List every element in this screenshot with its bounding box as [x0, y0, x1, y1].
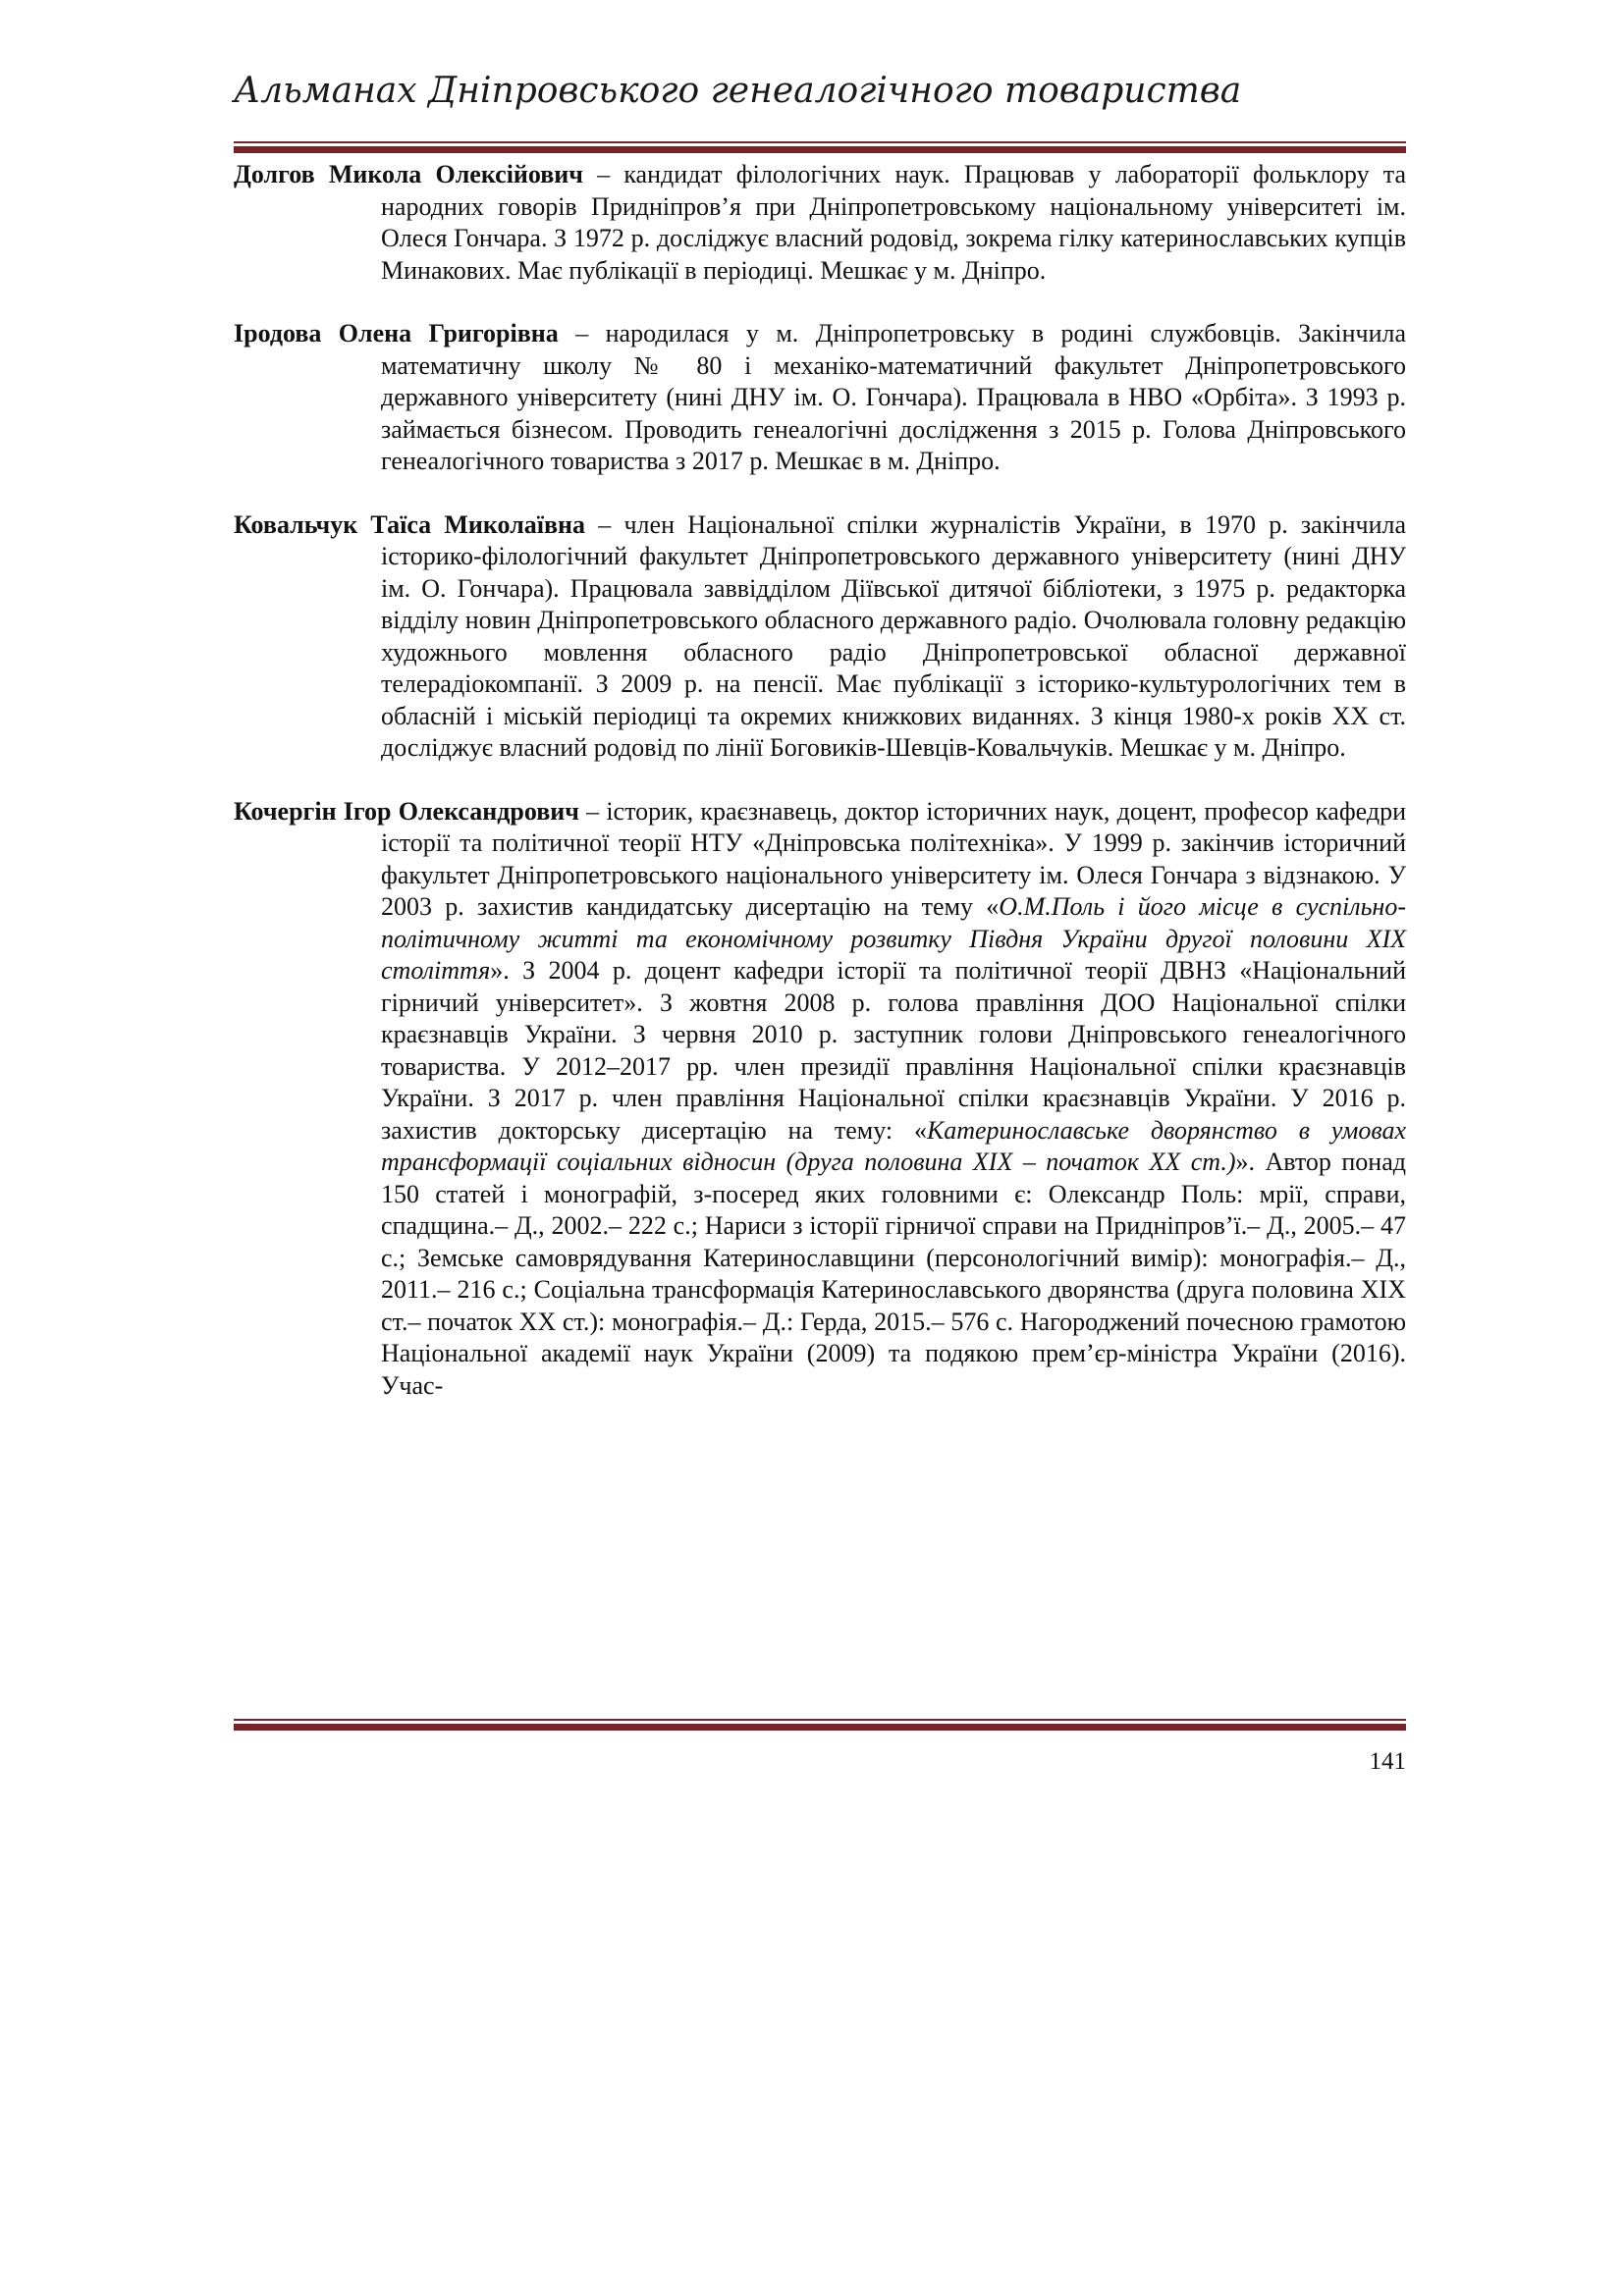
entry-name: Кочергін Ігор Олександрович: [234, 796, 579, 826]
entry-name: Долгов Микола Олексійович: [234, 160, 583, 188]
header-rule-thick-line: [234, 146, 1406, 153]
entry-text: – член Національної спілки журналістів України, в 1970 р. закінчила історико-філологічний факультет Дніпропетровського державного університету (нині ДНУ ім. О. Гончара). Працювала заввідділом Діївської дитячої бібліотеки, з 1975 р. редакторка відділу новин Дніпропетровського обласного державного радіо. Очолювала головну редакцію художнього мовлення обласного радіо Дніпропетровської обласної державної телерадіокомпанії. З 2009 р. на пенсії. Має публікації з історико-культурологічних тем в обласній і міській періодиці та окремих книжкових виданнях. З кінця 1980-х років XX ст. досліджує власний родовід по лінії Боговиків-Шевців-Ковальчуків. Мешкає у м. Дніпро.: [381, 509, 1406, 762]
entry-text: ». Автор понад 150 статей і монографій, з-посеред яких головними є: Олександр Поль: мрії, справи, спадщина.– Д., 2002.– 222 с.; Нариси з історії гірничої справи на Придніпров’ї.– Д., 2005.– 47 с.; Земське самоврядування Катеринославщини (персонологічний вимір): монографія.– Д., 2011.– 216 с.; Соціальна трансформація Катеринославського дворянства (друга половина XIX ст.– початок XX ст.): монографія.– Д.: Герда, 2015.– 576 с. Нагороджений почесною грамотою Національної академії наук України (2009) та подякою прем’єр-міністра України (2016). Учас-: [381, 1148, 1406, 1400]
entry-text: – історик, краєзнавець, доктор історичних наук, доцент, професор кафедри історії та політичної теорії НТУ «Дніпровська політехніка». У 1999 р. закінчив історичний факультет Дніпропетровського національного університету ім. Олеся Гончара з відзнакою. У 2003 р. захистив кандидатську дисертацію на тему «: [381, 796, 1407, 921]
biography-entry-kovalchuk: [234, 509, 1406, 765]
entry-text: – кандидат філологічних наук. Працював у лабораторії фольклору та народних говорів Придніпров’я при Дніпропетровському національному університеті ім. Олеся Гончара. З 1972 р. досліджує власний родовід, зокрема гілку катеринославських купців Минакових. Має публікації в періодиці. Мешкає у м. Дніпро.: [381, 160, 1406, 285]
biography-entry-kochergin: [234, 796, 1406, 1403]
biography-entry-irodova: [234, 318, 1406, 478]
biography-entry-dolgov: [234, 159, 1406, 287]
almanac-title: Альманах Дніпровського генеалогічного товариства: [234, 71, 1242, 111]
footer-rule-thick-line: [234, 1724, 1406, 1731]
doctoral-thesis-title: Катеринославське дворянство в умовах трансформації соціальних відносин (друга половина XIX – початок XX ст.): [381, 1115, 1406, 1176]
entry-name: Іродова Олена Григорівна: [234, 319, 559, 347]
header-rule: [234, 141, 1406, 153]
biography-list: [234, 159, 1406, 1433]
header-rule-thin-line: [234, 141, 1406, 143]
candidate-thesis-title: О.М.Поль і його місце в суспільно-політичному житті та економічному розвитку Півдня України другої половини XIX століття: [381, 892, 1406, 985]
entry-text: – народилася у м. Дніпропетровську в родині службовців. Закінчила математичну школу № 80 і механіко-математичний факультет Дніпропетровського державного університету (нині ДНУ ім. О. Гончара). Працювала в НВО «Орбіта». З 1993 р. займається бізнесом. Проводить генеалогічні дослідження з 2015 р. Голова Дніпровського генеалогічного товариства з 2017 р. Мешкає в м. Дніпро.: [381, 319, 1406, 475]
footer-rule-thin-line: [234, 1719, 1406, 1721]
footer-rule: [234, 1719, 1406, 1731]
entry-text: ». З 2004 р. доцент кафедри історії та політичної теорії ДВНЗ «Національний гірничий університет». З жовтня 2008 р. голова правління ДОО Національної спілки краєзнавців України. З червня 2010 р. заступник голови Дніпровського генеалогічного товариства. У 2012–2017 рр. член президії правління Національної спілки краєзнавців України. З 2017 р. член правління Національної спілки краєзнавців України. У 2016 р. захистив докторську дисертацію на тему: «: [381, 956, 1406, 1145]
page-number: 141: [1369, 1748, 1406, 1775]
entry-name: Ковальчук Таїса Миколаївна: [234, 509, 586, 539]
